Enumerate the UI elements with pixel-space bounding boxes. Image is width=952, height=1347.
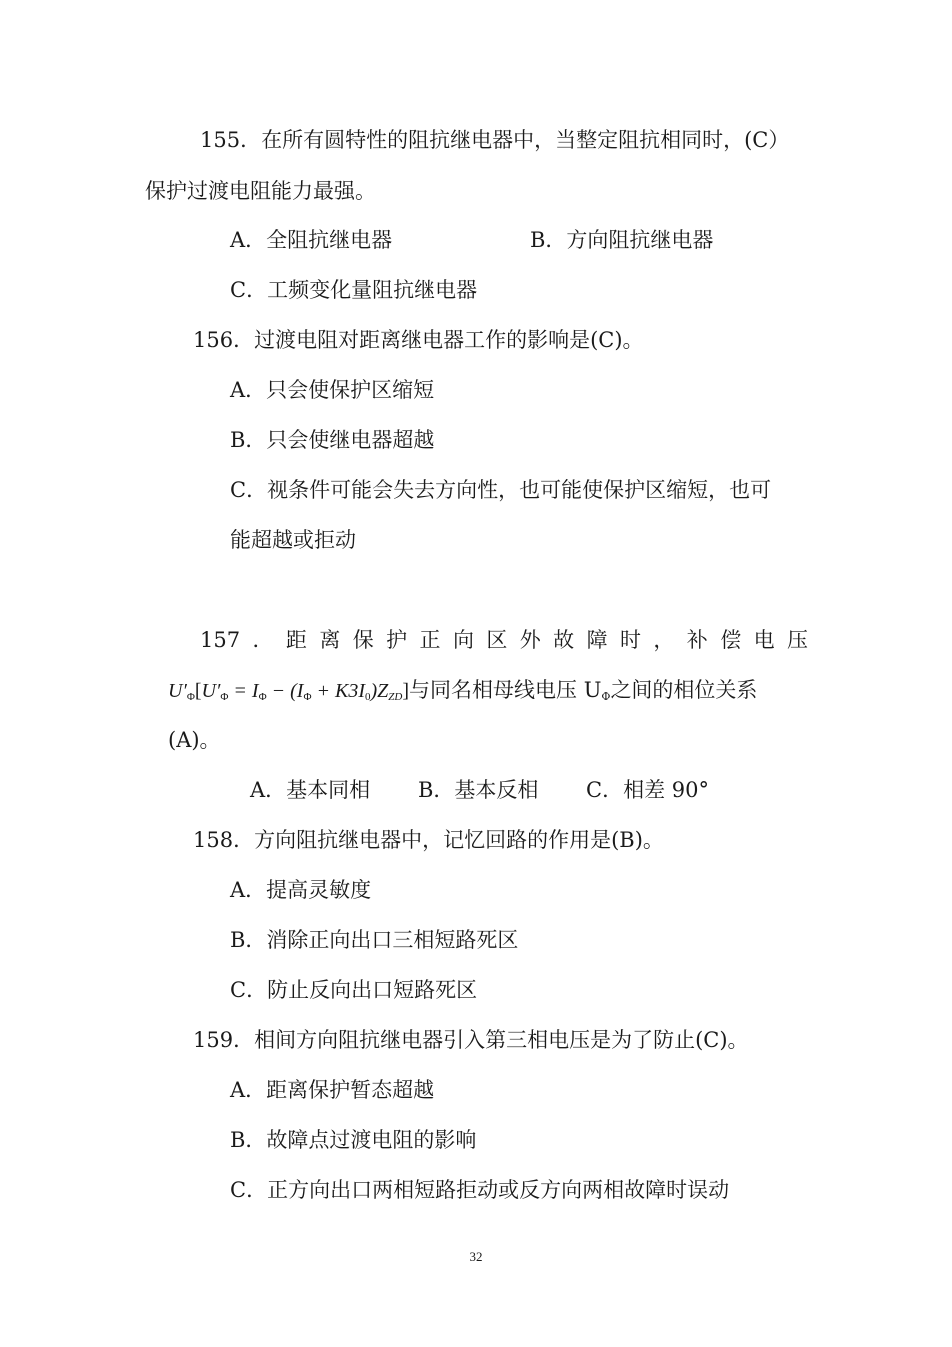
question-158-option-c: C．防止反向出口短路死区 — [230, 978, 478, 1002]
question-156-number: 156． — [193, 328, 255, 352]
question-157-stem-end: (A)。 — [168, 728, 221, 752]
compensation-voltage-formula: $U'_\Phi[U'_\Phi = I_\Phi - (I_\Phi + K3I_0)Z_{ZD}]$ — [168, 680, 410, 703]
question-157-option-b: B．基本反相 — [418, 778, 539, 802]
question-159-option-a: A．距离保护暂态超越 — [230, 1078, 435, 1102]
question-157-stem: 157 ． 距 离 保 护 正 向 区 外 故 障 时 ， 补 偿 电 压 — [200, 625, 808, 655]
question-155-stem-continued: 保护过渡电阻能力最强。 — [145, 179, 376, 203]
question-158-option-a: A．提高灵敏度 — [230, 878, 372, 902]
question-159-number: 159． — [193, 1028, 255, 1052]
question-155-number: 155． — [200, 128, 262, 152]
question-157-option-c: C．相差 90° — [586, 778, 709, 802]
question-159-option-c: C．正方向出口两相短路拒动或反方向两相故障时误动 — [230, 1178, 730, 1202]
question-159-stem: 159．相间方向阻抗继电器引入第三相电压是为了防止(C)。 — [193, 1028, 749, 1052]
question-158-stem: 158．方向阻抗继电器中，记忆回路的作用是(B)。 — [193, 828, 664, 852]
question-156-option-b: B．只会使继电器超越 — [230, 428, 435, 452]
question-156-option-a: A．只会使保护区缩短 — [230, 378, 435, 402]
question-157-number: 157 — [200, 628, 241, 652]
question-155-option-c: C．工频变化量阻抗继电器 — [230, 278, 478, 302]
question-158-option-b: B．消除正向出口三相短路死区 — [230, 928, 519, 952]
question-156-option-c-continued: 能超越或拒动 — [230, 528, 356, 552]
question-156-stem: 156．过渡电阻对距离继电器工作的影响是(C)。 — [193, 328, 644, 352]
question-157-formula-line: $U'_\Phi[U'_\Phi = I_\Phi - (I_\Phi + K3I_0)Z_{ZD}]$与同名相母线电压 UΦ之间的相位关系 — [168, 678, 758, 703]
question-158-number: 158． — [193, 828, 255, 852]
question-155-option-b: B．方向阻抗继电器 — [530, 228, 714, 252]
question-156-option-c: C．视条件可能会失去方向性，也可能使保护区缩短，也可 — [230, 478, 772, 502]
question-159-option-b: B．故障点过渡电阻的影响 — [230, 1128, 477, 1152]
question-157-option-a: A．基本同相 — [250, 778, 371, 802]
question-155-stem: 155．在所有圆特性的阻抗继电器中，当整定阻抗相同时，(C） — [200, 128, 790, 152]
page-number: 32 — [469, 1249, 483, 1264]
question-155-option-a: A．全阻抗继电器 — [230, 228, 393, 252]
